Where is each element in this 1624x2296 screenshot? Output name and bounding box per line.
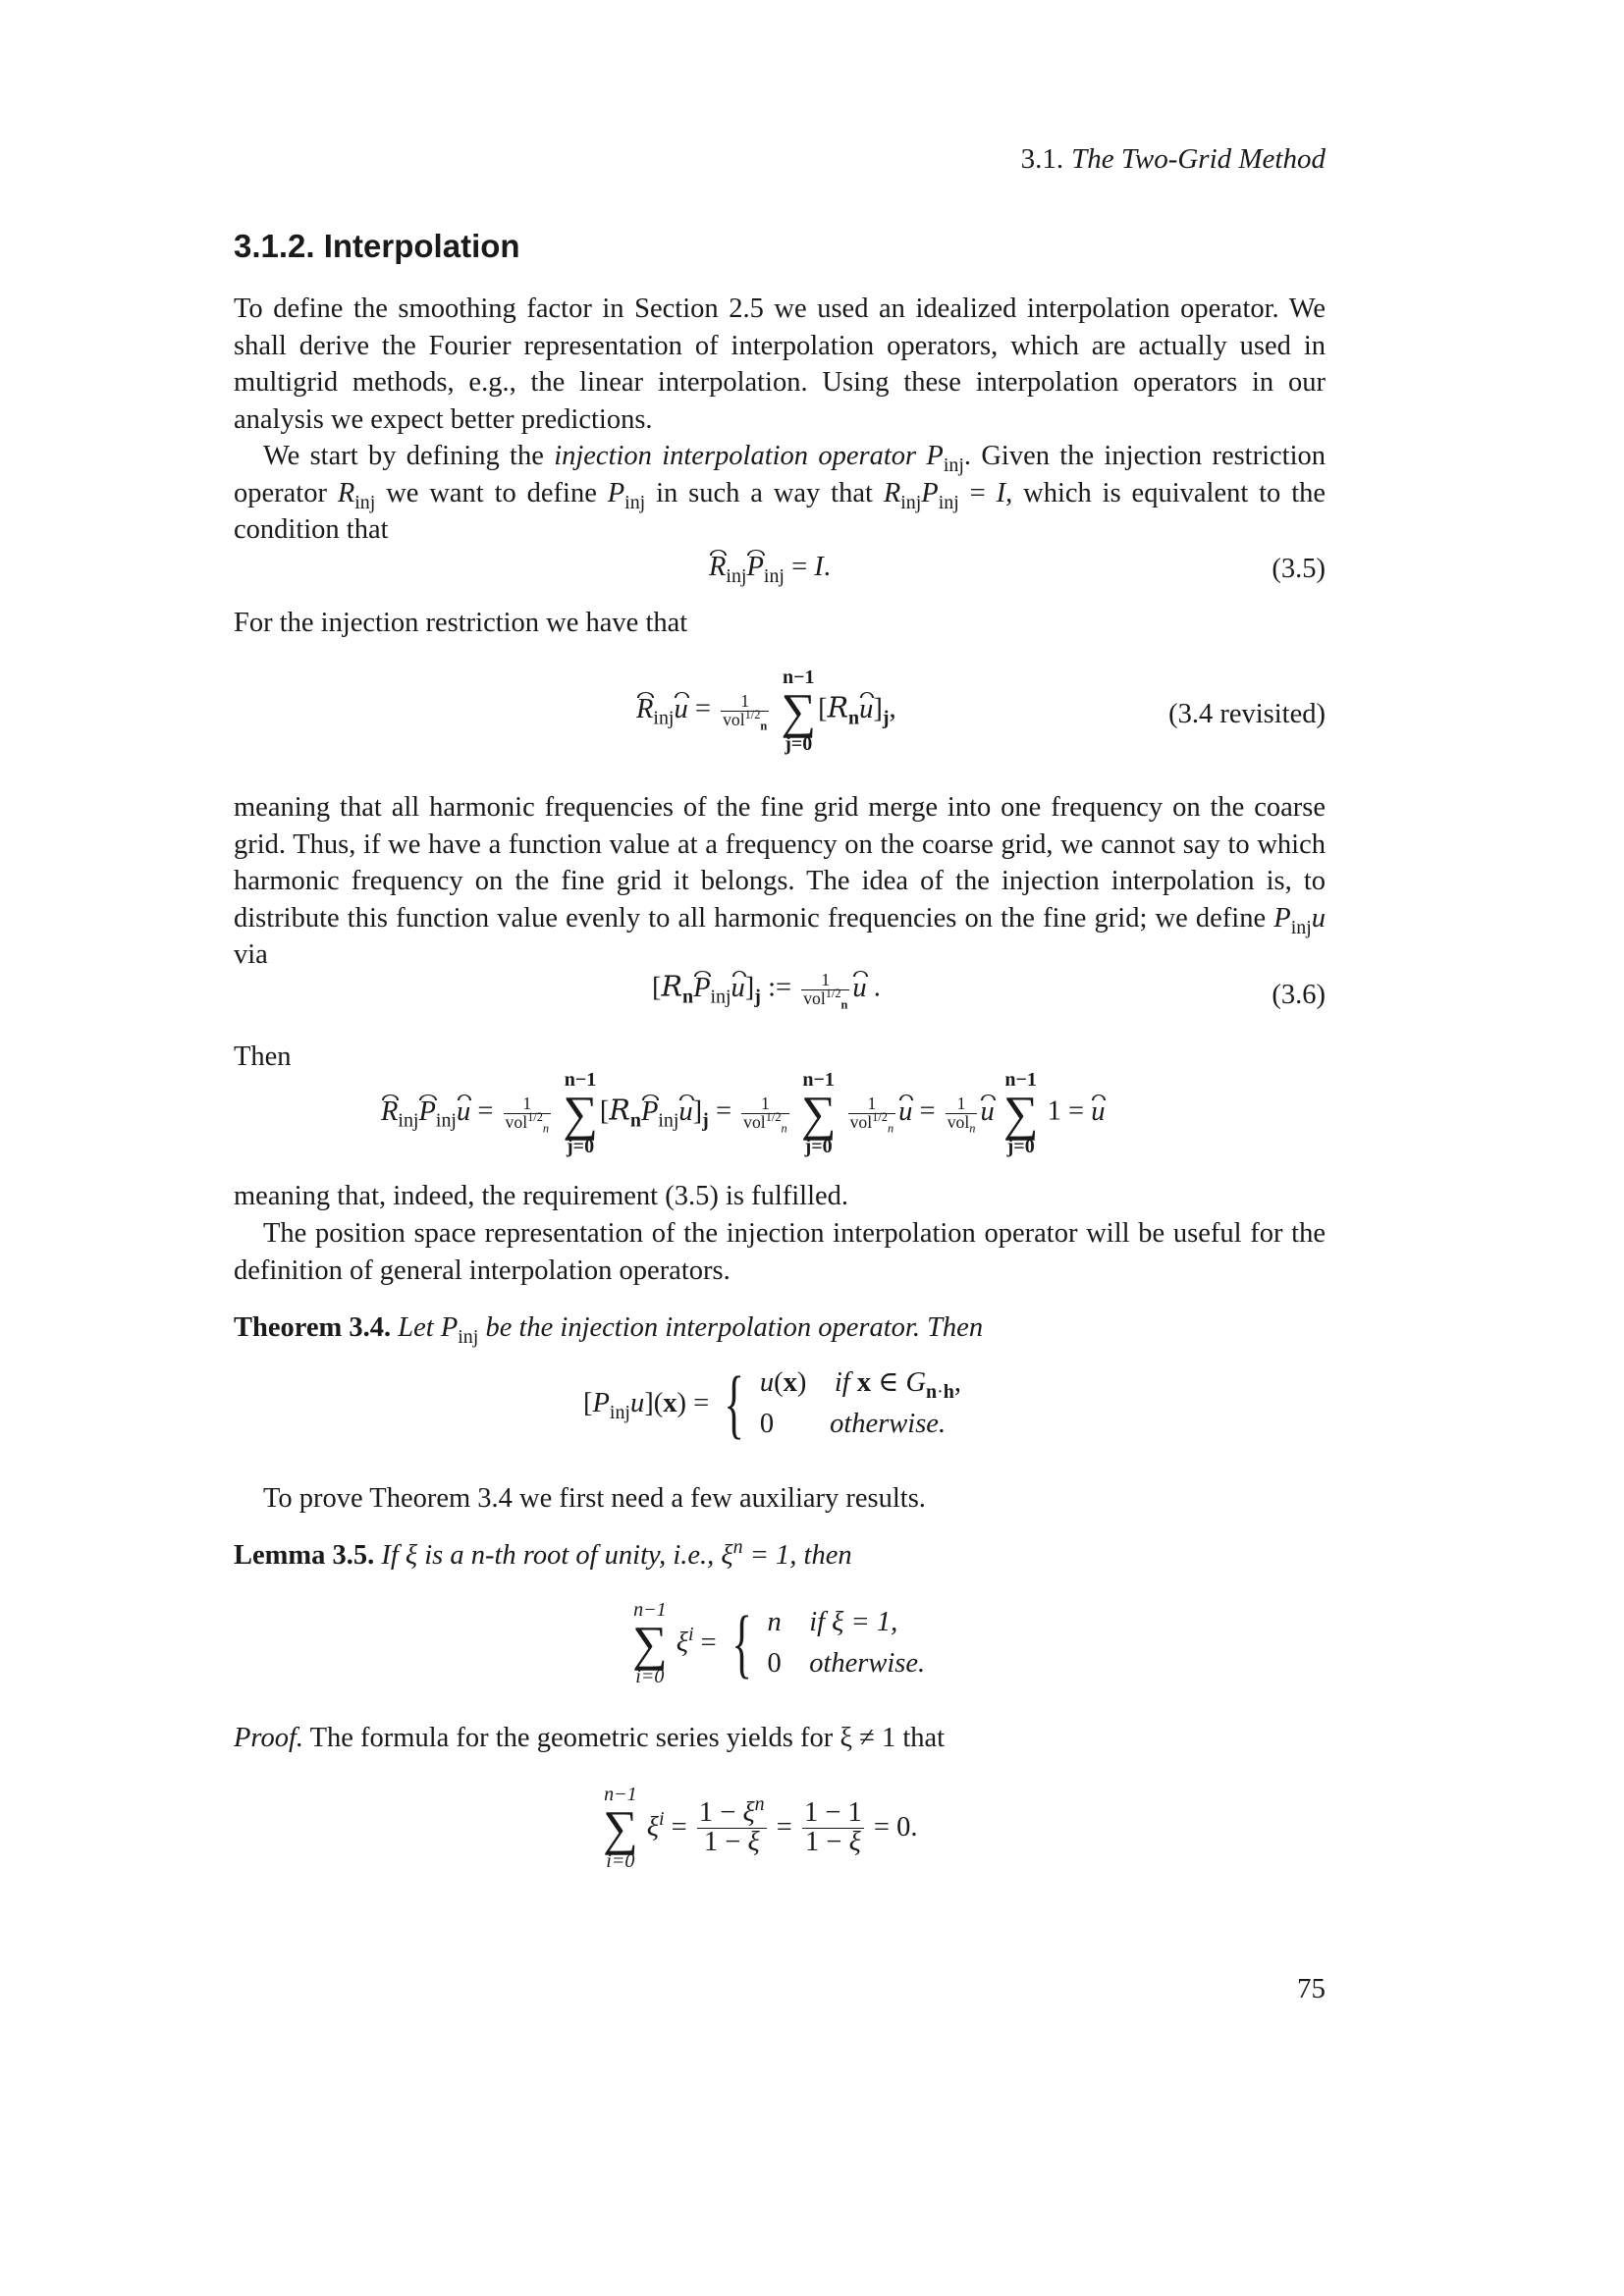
paragraph-6: meaning that, indeed, the requirement (3.5) is fulfilled. [234, 1181, 849, 1211]
equation-3-6-label: (3.6) [1272, 980, 1326, 1010]
paragraph-7: The position space representation of the injection interpolation operator will be useful for the definition of general interpolation operators. [234, 1218, 1326, 1286]
proof: Proof. The formula for the geometric series yields for ξ ≠ 1 that [234, 1723, 946, 1753]
lemma-3-5: Lemma 3.5. If ξ is a n-th root of unity, i.e., $\xi^n = 1$, then [234, 1536, 852, 1571]
theorem-3-4-equation: $[P_{inj}u](x)$ = { u(x) if x ∈ $G_{n\cdot h}$, 0 otherwise. [583, 1361, 961, 1446]
paragraph-1: To define the smoothing factor in Section 2.5 we used an idealized interpolation operator. We shall derive the Fourier representation of interpolation operators, which are actually used in multigrid methods, e.g., the linear interpolation. Using these interpolation operators in our analysis we expect better predictions. [234, 294, 1326, 435]
equation-3-4-label: (3.4 revisited) [1168, 699, 1326, 729]
theorem-3-4: Theorem 3.4. Let $P_{inj}$ be the injection interpolation operator. Then [234, 1312, 984, 1348]
equation-3-5-label: (3.5) [1272, 554, 1326, 584]
section-title: 3.1.2. Interpolation [234, 228, 520, 264]
paragraph-5: Then [234, 1041, 292, 1072]
running-head-section: 3.1. [1020, 143, 1064, 175]
lemma-3-5-equation: n−1 ∑ i=0 $\xi^i$ = { n if ξ = 1, 0 otherwise. [632, 1599, 926, 1687]
running-head [1021, 143, 1326, 176]
paragraph-3: For the injection restriction we have that [234, 608, 688, 638]
equation-3-5: $R_{inj}P_{inj} = I$. [709, 552, 831, 587]
equation-3-4-revisited: $R_{inj}u$ = $\frac{1}{vol^{1/2}_n}$ n−1 ∑ j=0 $[R_nu]_j$, [636, 667, 896, 755]
paragraph-2: We start by defining the injection interpolation operator $P_{inj}$. Given the injection restriction operator $R_{inj}$ we want to define $P_{inj}$ in such a way that $R_{inj}P_{inj} = I$, which is equivalent to the condition that [234, 441, 1326, 545]
equation-3-6: $[R_nP_{inj}u]_j$ := $\frac{1}{vol^{1/2}_n}$ u . [652, 970, 881, 1011]
page-number: 75 [1297, 1973, 1326, 2004]
paragraph-4: meaning that all harmonic frequencies of the fine grid merge into one frequency on the coarse grid. Thus, if we have a function value at a frequency on the coarse grid, we cannot say to which harmonic frequency on the fine grid it belongs. The idea of the injection interpolation is, to distribute this function value evenly to all harmonic frequencies on the fine grid; we define $P_{inj}u$ via [234, 792, 1326, 970]
equation-verification: $R_{inj}P_{inj}u$ = $\frac{1}{vol^{1/2}_n}$ n−1 ∑ j=0 $[R_nP_{inj}u]_j$ = $\frac{1}{vol^{1/2}_n}$ n−1 ∑ j=0 $\frac{1}{vol^{1/2}_n}$ u = $\frac{1}{vol_n}$ u n−1 ∑ j=0 1 = u [381, 1069, 1106, 1157]
paragraph-8: To prove Theorem 3.4 we first need a few auxiliary results. [263, 1483, 926, 1514]
running-head-title: The Two-Grid Method [1071, 143, 1326, 175]
proof-equation: n−1 ∑ i=0 $\xi^i$ = $\frac{1 - \xi^n}{1 - \xi}$ = $\frac{1 - 1}{1 - \xi}$ = 0. [603, 1784, 918, 1872]
